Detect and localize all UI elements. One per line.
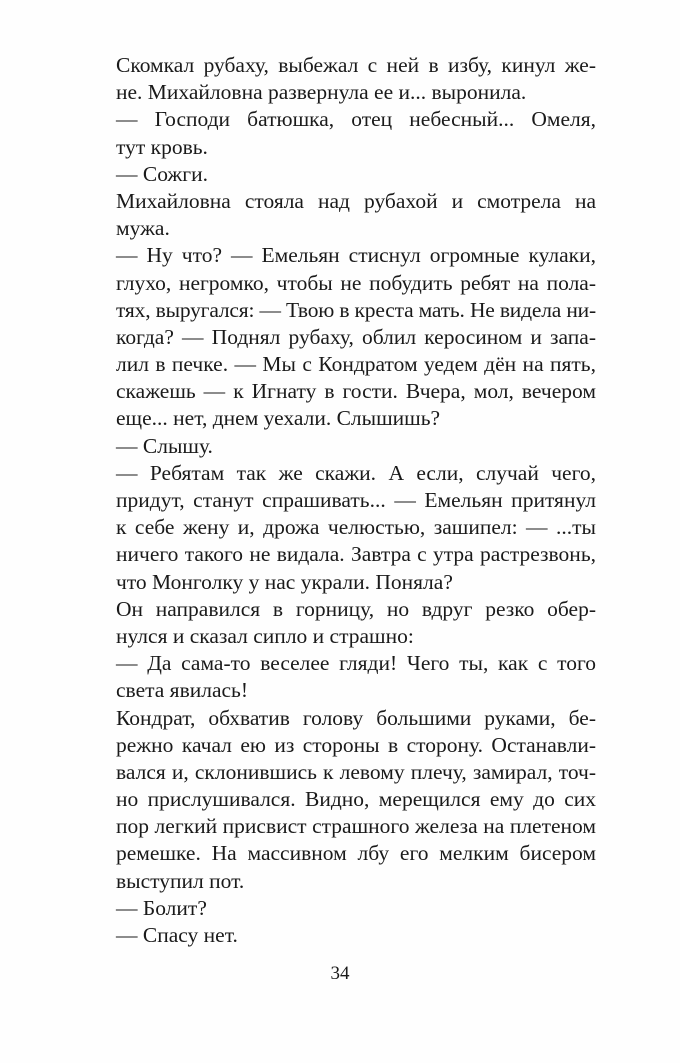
text-line: пор легкий присвист страшного железа на плетеном <box>116 814 596 839</box>
body-text <box>116 52 596 949</box>
text-line: ничего такого не видала. Завтра с утра растрезвонь, <box>116 542 596 567</box>
text-line: выступил пот. <box>116 868 245 893</box>
text-line: что Монголку у нас украли. Поняла? <box>116 569 453 594</box>
text-line: — Сожги. <box>116 161 208 186</box>
text-line: нулся и сказал сипло и страшно: <box>116 623 414 648</box>
text-line: лил в печке. — Мы с Кондратом уедем дён на пять, <box>116 352 596 377</box>
text-line: — Слышу. <box>116 433 213 458</box>
text-line: к себе жену и, дрожа челюстью, зашипел: — ...ты <box>116 515 596 540</box>
text-line: но прислушивался. Видно, мерещился ему до сих <box>116 787 596 812</box>
text-line: — Ребятам так же скажи. А если, случай чего, <box>116 460 596 485</box>
text-line: глухо, негромко, чтобы не побудить ребят на пола- <box>116 270 596 295</box>
text-line: режно качал ею из стороны в сторону. Останавли- <box>116 732 596 757</box>
text-line: Он направился в горницу, но вдруг резко обер- <box>116 596 596 621</box>
text-line: еще... нет, днем уехали. Слышишь? <box>116 406 441 431</box>
text-line: света явилась! <box>116 678 249 703</box>
text-line: не. Михайловна развернула ее и... выронила. <box>116 80 527 105</box>
text-line: когда? — Поднял рубаху, облил керосином и запа- <box>116 324 596 349</box>
text-line: вался и, склонившись к левому плечу, замирал, точ- <box>116 759 596 784</box>
text-line: тут кровь. <box>116 134 208 159</box>
text-line: Скомкал рубаху, выбежал с ней в избу, кинул же- <box>116 53 596 77</box>
page-number: 34 <box>330 963 350 984</box>
text-line: Михайловна стояла над рубахой и смотрела на <box>116 188 596 213</box>
text-line: — Болит? <box>116 895 207 920</box>
text-line: мужа. <box>116 216 170 241</box>
text-line: — Ну что? — Емельян стиснул огромные кулаки, <box>116 243 596 268</box>
text-line: — Господи батюшка, отец небесный... Омеля, <box>116 107 596 132</box>
text-line: тях, выругался: — Твою в креста мать. Не видела ни- <box>116 297 596 322</box>
text-line: ремешке. На массивном лбу его мелким бисером <box>116 841 596 866</box>
text-line: придут, станут спрашивать... — Емельян притянул <box>116 488 596 512</box>
text-line: — Да сама-то веселее гляди! Чего ты, как с того <box>116 651 596 676</box>
text-line: Кондрат, обхватив голову большими руками, бе- <box>116 705 596 730</box>
text-line: скажешь — к Игнату в гости. Вчера, мол, вечером <box>116 379 596 404</box>
text-line: — Спасу нет. <box>116 923 238 947</box>
